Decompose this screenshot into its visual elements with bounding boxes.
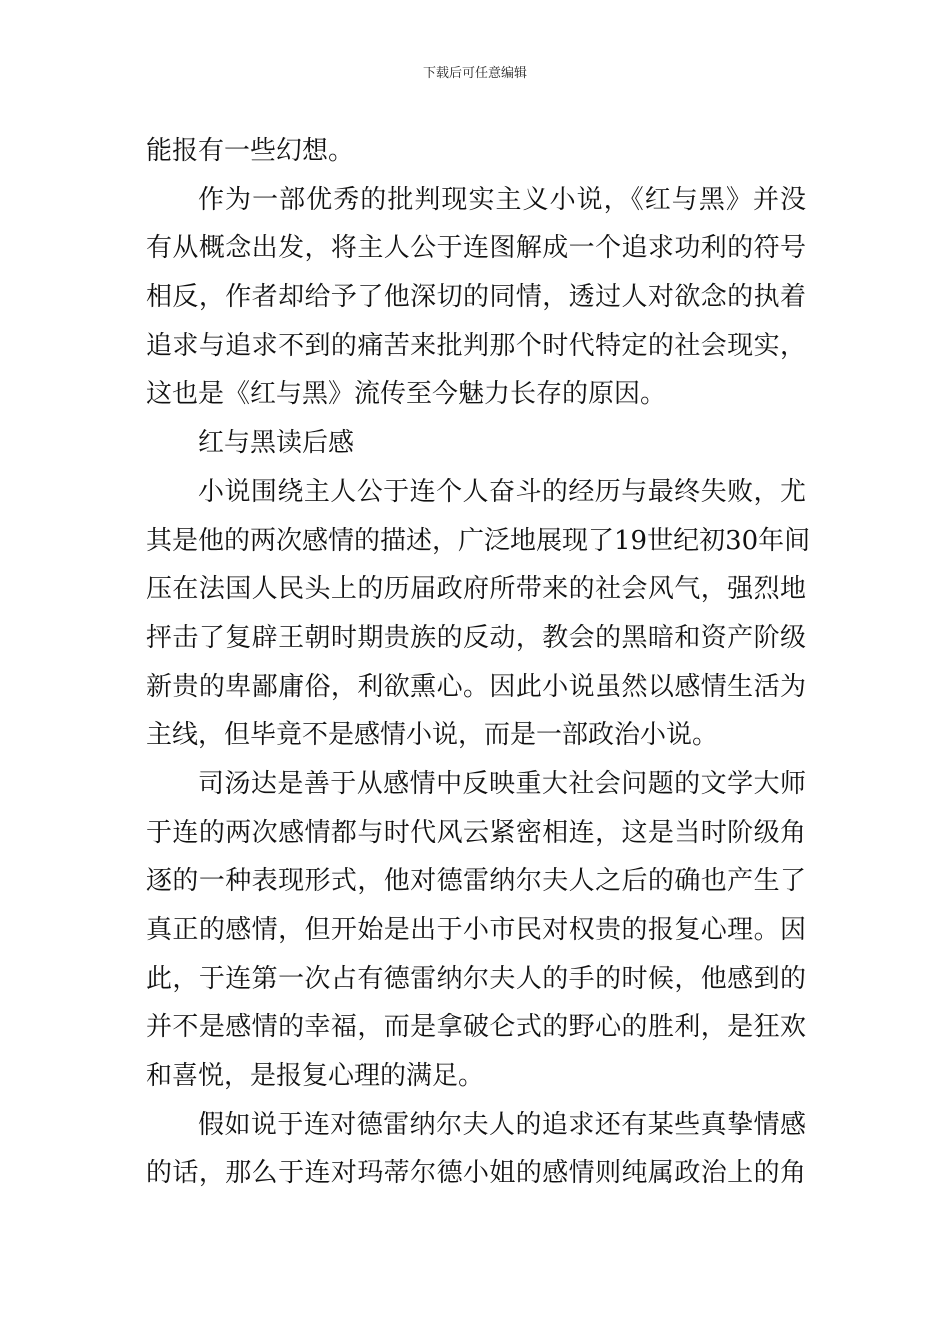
text-line: 相反，作者却给予了他深切的同情，透过人对欲念的执着 [146,282,806,313]
page-header: 下载后可任意编辑 [422,66,527,81]
text-line: 这也是《红与黑》流传至今魅力长存的原因。 [146,379,667,410]
text-line: 主线，但毕竟不是感情小说，而是一部政治小说。 [146,720,719,751]
text-line: 其是他的两次感情的描述，广泛地展现了19世纪初30年间 [146,525,811,556]
text-line: 能报有一些幻想。 [146,136,355,166]
text-line: 抨击了复辟王朝时期贵族的反动，教会的黑暗和资产阶级 [146,622,806,653]
text-line: 的话，那么于连对玛蒂尔德小姐的感情则纯属政治上的角 [146,1158,806,1189]
text-line: 压在法国人民头上的历届政府所带来的社会风气，强烈地 [146,574,806,605]
text-line: 此，于连第一次占有德雷纳尔夫人的手的时候，他感到的 [146,963,806,994]
text-line: 逐的一种表现形式，他对德雷纳尔夫人之后的确也产生了 [146,866,806,897]
text-line: 假如说于连对德雷纳尔夫人的追求还有某些真挚情感 [198,1109,806,1140]
text-line: 小说围绕主人公于连个人奋斗的经历与最终失败，尤 [198,476,806,507]
text-line: 并不是感情的幸福，而是拿破仑式的野心的胜利，是狂欢 [146,1012,806,1043]
text-line: 作为一部优秀的批判现实主义小说，《红与黑》并没 [198,184,806,215]
text-line: 于连的两次感情都与时代风云紧密相连，这是当时阶级角 [146,817,806,848]
document-body [146,127,811,1198]
text-line: 司汤达是善于从感情中反映重大社会问题的文学大师 [198,768,806,799]
text-line: 新贵的卑鄙庸俗，利欲熏心。因此小说虽然以感情生活为 [146,671,806,702]
text-line: 有从概念出发，将主人公于连图解成一个追求功利的符号 [146,233,806,264]
text-line: 追求与追求不到的痛苦来批判那个时代特定的社会现实， [146,330,806,361]
section-heading: 红与黑读后感 [198,428,355,459]
text-line: 和喜悦，是报复心理的满足。 [146,1061,485,1092]
text-line: 真正的感情，但开始是出于小市民对权贵的报复心理。因 [146,915,806,945]
